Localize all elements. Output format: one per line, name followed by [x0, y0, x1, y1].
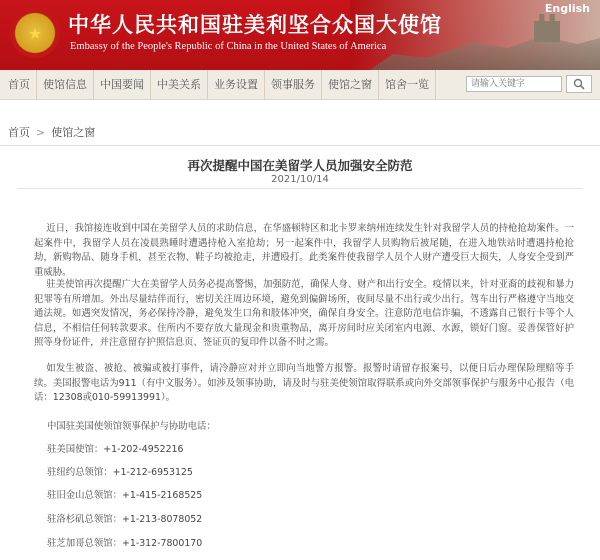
article-date: 2021/10/14: [271, 174, 329, 185]
english-link[interactable]: English: [544, 2, 590, 15]
divider: [0, 145, 600, 146]
contact-item-los-angeles: 驻洛杉矶总领馆：+1-213-8078052: [47, 514, 203, 525]
site-title-cn[interactable]: 中华人民共和国驻美利坚合众国大使馆: [68, 12, 442, 37]
nav-item-embassy-window[interactable]: 使馆之窗: [322, 70, 379, 100]
article-paragraph-3: 如发生被盗、被抢、被骗或被打事件，请冷静应对并立即向当地警方报警。报警时请留存报案号，以便日后办理保险理赔等手续。美国报警电话为911（有中文服务）。如涉及领事协助，请及时与驻美使领馆取得联系或向外交部领事保护与服务中心报告（电话：12308或010-59913991）。: [34, 363, 574, 403]
article-title: 再次提醒中国在美留学人员加强安全防范: [187, 158, 413, 173]
breadcrumb-current[interactable]: 使馆之窗: [51, 126, 96, 139]
national-emblem-icon[interactable]: ★: [10, 8, 60, 58]
contact-item-embassy: 驻美国使馆：+1-202-4952216: [47, 444, 184, 455]
search-input[interactable]: [466, 76, 562, 92]
search-button[interactable]: [566, 75, 592, 93]
divider: [18, 188, 582, 189]
nav-item-embassy-info[interactable]: 使馆信息: [37, 70, 94, 100]
breadcrumb-home[interactable]: 首页: [8, 126, 30, 139]
contact-item-san-francisco: 驻旧金山总领馆：+1-415-2168525: [47, 490, 203, 501]
search-icon: [573, 78, 585, 90]
nav-item-china-news[interactable]: 中国要闻: [94, 70, 151, 100]
nav-item-china-us-relations[interactable]: 中美关系: [151, 70, 208, 100]
contact-item-chicago: 驻芝加哥总领馆：+1-312-7800170: [47, 538, 203, 549]
contact-item-new-york: 驻纽约总领馆：+1-212-6953125: [47, 467, 193, 478]
header-banner: [0, 0, 600, 70]
nav-item-home[interactable]: 首页: [0, 70, 37, 100]
breadcrumb-separator: >: [36, 126, 46, 139]
site-title-en: Embassy of the People's Republic of China in the United States of America: [70, 41, 387, 52]
main-nav: [0, 70, 600, 100]
article-paragraph-2: 驻美使馆再次提醒广大在美留学人员务必提高警惕，加强防范，确保人身、财产和出行安全。疫情以来，针对亚裔的歧视和暴力犯罪等有所增加。外出尽量结伴而行，密切关注周边环境，避免到偏僻场所，夜间尽量不出行或少出行。驾车出行严格遵守当地交通法规。如遇突发情况，务必保持冷静，避免发生口角和肢体冲突，确保自身安全。注意防范电信诈骗，不透露自己银行卡等个人信息，不相信任何转款要求。住所内不要存放大量现金和贵重物品，离开房间时应关闭室内电源、水源，锁好门窗。妥善保管好护照等身份证件，并注意留存护照信息页、签证页的复印件以备不时之需。: [34, 279, 574, 348]
nav-item-business[interactable]: 业务设置: [208, 70, 265, 100]
contacts-heading: 中国驻美国使领馆领事保护与协助电话：: [47, 421, 216, 432]
nav-item-premises[interactable]: 馆舍一览: [379, 70, 436, 100]
breadcrumb: [8, 124, 95, 140]
article-paragraph-1: 近日，我馆接连收到中国在美留学人员的求助信息，在华盛顿特区和北卡罗来纳州连续发生针对我留学人员的持枪抢劫案件。一起案件中，我留学人员在凌晨熟睡时遭遇持枪入室抢劫；另一起案件中，我留学人员购物后被尾随，在进入地铁站时遭遇持枪抢劫，新购物品、随身手机，甚至衣物、鞋子均被抢走，并遭殴打。此类案件使我留学人员个人财产遭受巨大损失，人身安全受到严重威胁。: [34, 223, 574, 278]
nav-item-consular[interactable]: 领事服务: [265, 70, 322, 100]
